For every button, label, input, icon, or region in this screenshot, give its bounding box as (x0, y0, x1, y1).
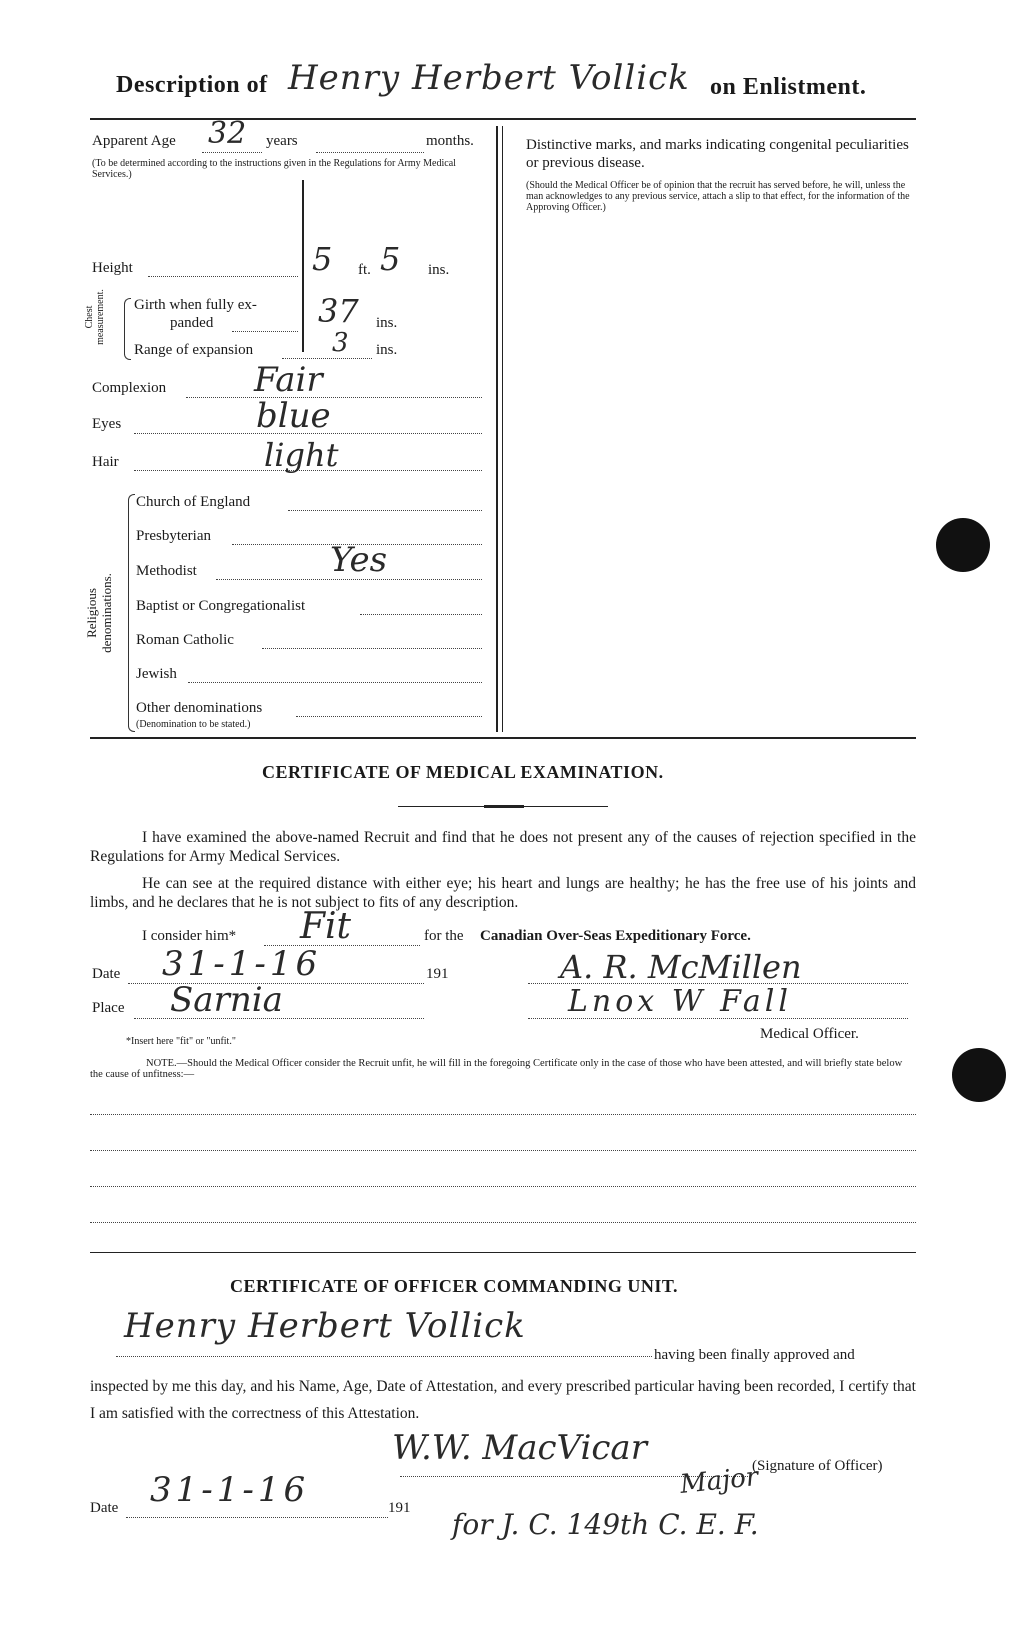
girth-unit: ins. (376, 315, 398, 331)
commanding-name-line (116, 1356, 652, 1357)
unfit-cause-line (90, 1186, 916, 1187)
height-ft-value: 5 (312, 240, 333, 278)
religion-label: Other denominations (136, 700, 263, 716)
consider-label: I consider him* (142, 928, 237, 944)
place-value: Sarnia (170, 980, 283, 1020)
header-suffix: on Enlistment. (710, 74, 867, 100)
place-label: Place (92, 1000, 125, 1016)
page-header (116, 58, 906, 104)
religion-value: Yes (330, 540, 388, 580)
column-divider-shadow (502, 126, 503, 732)
range-unit: ins. (376, 342, 398, 358)
unfit-cause-line (90, 1114, 916, 1115)
officer-signature: A. R. McMillen (560, 948, 802, 986)
religion-line (288, 510, 482, 511)
girth-line (232, 331, 298, 332)
religion-label: Roman Catholic (136, 632, 234, 648)
medical-para-1: I have examined the above-named Recruit and find that he does not present any of the causes of rejection specified in the Regulations for Army Medical Services. (90, 829, 916, 865)
ins-label: ins. (428, 262, 450, 278)
punch-hole-lower (952, 1048, 1006, 1102)
hair-label: Hair (92, 454, 119, 470)
officer-place: Lnox W Fall (568, 984, 792, 1019)
hair-value: light (264, 436, 339, 474)
complexion-label: Complexion (92, 380, 167, 396)
religion-line (188, 682, 482, 683)
religions-brace (128, 494, 135, 732)
religion-label: Baptist or Congregationalist (136, 598, 306, 614)
range-value: 3 (332, 328, 349, 358)
complexion-line (186, 397, 482, 398)
punch-hole-upper (936, 518, 990, 572)
commanding-date-label: Date (90, 1500, 119, 1516)
religion-label: Presbyterian (136, 528, 211, 544)
unfit-cause-line (90, 1222, 916, 1223)
commanding-unit: for J. C. 149th C. E. F. (452, 1508, 759, 1541)
complexion-value: Fair (254, 360, 323, 400)
chest-brace (124, 298, 131, 360)
marks-note: (Should the Medical Officer be of opinion that the recruit has served before, he will, unless the man acknowledges to any previous service, attach a slip to that effect, for the information of the Approving Officer.) (526, 180, 910, 213)
height-label: Height (92, 260, 133, 276)
ft-label: ft. (358, 262, 371, 278)
chest-label: Chest measurement. (84, 289, 106, 345)
girth-label-2: panded (170, 315, 214, 331)
religion-label: Methodist (136, 563, 197, 579)
commanding-title: CERTIFICATE OF OFFICER COMMANDING UNIT. (230, 1276, 679, 1296)
commanding-text-2: inspected by me this day, and his Name, Age, Date of Attestation, and every prescribed particular having been recorded, I certify that I am satisfied with the correctness of this Attestation. (90, 1378, 916, 1422)
girth-value: 37 (318, 292, 359, 330)
commanding-signature: W.W. MacVicar (392, 1428, 647, 1468)
column-divider (496, 126, 498, 732)
eyes-value: blue (256, 396, 331, 436)
religion-line (360, 614, 482, 615)
commanding-date-line (126, 1517, 388, 1518)
girth-label-1: Girth when fully ex- (134, 297, 257, 313)
commanding-recruit-name: Henry Herbert Vollick (124, 1306, 526, 1346)
age-value: 32 (208, 116, 247, 151)
unfit-note: NOTE.—Should the Medical Officer consider the Recruit unfit, he will fill in the foregoing Certificate only in the case of those who have been attested, and will briefly state below the cause of unfitness:— (90, 1058, 903, 1080)
medical-title: CERTIFICATE OF MEDICAL EXAMINATION. (262, 762, 664, 782)
signature-label: (Signature of Officer) (752, 1458, 883, 1474)
force-label: Canadian Over-Seas Expeditionary Force. (480, 928, 751, 944)
months-label: months. (426, 133, 474, 149)
for-the-label: for the (424, 928, 464, 944)
age-line (202, 152, 262, 153)
apparent-age-label: Apparent Age (92, 133, 176, 149)
years-label: years (266, 133, 298, 149)
header-recruit-name: Henry Herbert Vollick (288, 58, 690, 98)
unfit-cause-line (90, 1150, 916, 1151)
other-denomination-note: (Denomination to be stated.) (136, 719, 251, 730)
religion-label: Jewish (136, 666, 177, 682)
religion-line (296, 716, 482, 717)
column-divider-inner (302, 180, 304, 352)
months-line (316, 152, 424, 153)
medical-title-rule-thick (484, 805, 524, 808)
commanding-text-1: having been finally approved and (654, 1347, 855, 1363)
religion-line (262, 648, 482, 649)
marks-heading: Distinctive marks, and marks indicating congenital peculiarities or previous disease. (526, 137, 909, 171)
eyes-label: Eyes (92, 416, 122, 432)
section-rule (90, 737, 916, 739)
religion-label: Church of England (136, 494, 251, 510)
medical-date-value: 31-1-16 (162, 944, 322, 984)
medical-year-prefix: 191 (426, 966, 449, 982)
religions-label: Religious denominations. (84, 573, 114, 653)
medical-officer-title: Medical Officer. (760, 1026, 859, 1042)
medical-date-label: Date (92, 966, 121, 982)
height-in-value: 5 (380, 240, 401, 278)
unfit-end-rule (90, 1252, 916, 1253)
commanding-date-value: 31-1-16 (150, 1470, 310, 1510)
range-label: Range of expansion (134, 342, 254, 358)
consider-value: Fit (300, 906, 351, 947)
commanding-rank: Major (678, 1461, 760, 1501)
medical-para-2: He can see at the required distance with either eye; his heart and lungs are healthy; he has the free use of his joints and limbs, and he declares that he is not subject to fits of any description. (90, 875, 916, 911)
range-line (282, 358, 372, 359)
height-line (148, 276, 298, 277)
insert-note: *Insert here "fit" or "unfit." (126, 1036, 236, 1047)
age-note: (To be determined according to the instructions given in the Regulations for Army Medical Services.) (92, 158, 456, 180)
commanding-year-prefix: 191 (388, 1500, 411, 1516)
header-prefix: Description of (116, 72, 268, 98)
